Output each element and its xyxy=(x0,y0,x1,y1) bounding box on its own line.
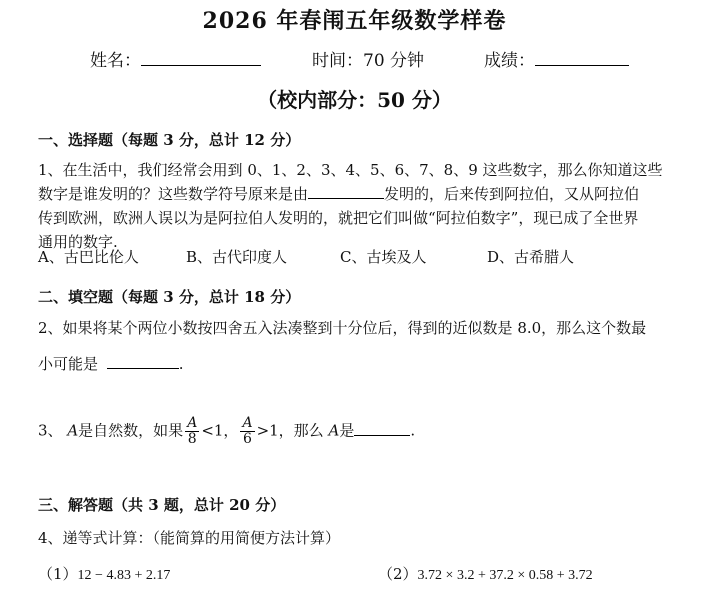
q2-answer-blank[interactable] xyxy=(107,355,179,369)
q1-answer-blank[interactable] xyxy=(308,185,384,199)
q4-heading: 4、递等式计算：（能简算的用简便方法计算） xyxy=(38,529,341,547)
q2-line-2-text: 小可能是 xyxy=(38,355,99,373)
question-3 xyxy=(38,416,415,447)
q3-frac1-num: A xyxy=(187,415,198,431)
q1-option-a[interactable]: A、古巴比伦人 xyxy=(38,248,139,266)
page-title: 2026 年春闱五年级数学样卷 xyxy=(202,8,507,34)
q1-line-2 xyxy=(38,182,686,206)
q3-prefix: 3、 xyxy=(38,421,63,440)
q3-text-1: 是自然数，如果 xyxy=(78,421,184,440)
q3-end: . xyxy=(410,421,416,440)
q2-line-2-end: . xyxy=(178,355,184,373)
q3-rel-2: >1，那么 xyxy=(256,421,324,440)
name-label: 姓名： xyxy=(90,51,141,71)
q2-line-1: 2、如果将某个两位小数按四舍五入法凑整到十分位后，得到的近似数是 8.0，那么这个数最 xyxy=(38,319,647,337)
section-1-heading: 一、选择题（每题 3 分，总计 12 分） xyxy=(38,131,301,149)
name-blank[interactable] xyxy=(141,50,261,66)
q3-fraction-2 xyxy=(240,416,254,447)
q3-text-2: 是 xyxy=(339,421,355,440)
name-field xyxy=(90,46,261,71)
q1-line-2a: 数字是谁发明的？这些数学符号原来是由 xyxy=(38,185,309,203)
page-subtitle: （校内部分：50 分） xyxy=(257,88,452,112)
q1-line-3: 传到欧洲，欧洲人误以为是阿拉伯人发明的，就把它们叫做“阿拉伯数字”，现已成了全世界 xyxy=(38,209,639,227)
q4-part-1-expression: 12 − 4.83 + 2.17 xyxy=(77,568,171,583)
q1-option-d[interactable]: D、古希腊人 xyxy=(487,248,575,266)
q1-line-1: 1、在生活中，我们经常会用到 0、1、2、3、4、5、6、7、8、9 这些数字，那么你知道这些 xyxy=(38,161,663,179)
q4-part-2 xyxy=(378,562,593,588)
section-2-heading: 二、填空题（每题 3 分，总计 18 分） xyxy=(38,288,301,306)
q1-option-c[interactable]: C、古埃及人 xyxy=(340,248,427,266)
score-field xyxy=(484,46,629,71)
q4-part-1 xyxy=(38,562,170,588)
q3-answer-blank[interactable] xyxy=(354,422,410,436)
question-1 xyxy=(38,158,686,254)
q3-fraction-1 xyxy=(185,416,199,447)
q3-rel-1: <1， xyxy=(201,421,239,440)
q3-frac2-den: 6 xyxy=(243,431,252,447)
time-label: 时间：70 分钟 xyxy=(312,51,425,71)
q3-frac1-den: 8 xyxy=(187,431,197,447)
score-blank[interactable] xyxy=(535,50,629,66)
score-label: 成绩： xyxy=(484,51,535,71)
q4-part-2-expression: 3.72 × 3.2 + 37.2 × 0.58 + 3.72 xyxy=(417,568,593,583)
section-3-heading: 三、解答题（共 3 题，总计 20 分） xyxy=(38,496,286,514)
q3-var-a: A xyxy=(67,421,79,440)
q4-part-2-label: （2） xyxy=(378,565,418,583)
q3-var-a-2: A xyxy=(328,421,340,440)
q1-option-b[interactable]: B、古代印度人 xyxy=(186,248,288,266)
q4-part-1-label: （1） xyxy=(38,565,78,583)
q3-frac2-num: A xyxy=(242,415,253,431)
q2-line-2 xyxy=(38,352,184,376)
q1-line-2b: 发明的，后来传到阿拉伯，又从阿拉伯 xyxy=(384,185,640,203)
q1-line-4: 通用的数字. xyxy=(38,233,118,251)
